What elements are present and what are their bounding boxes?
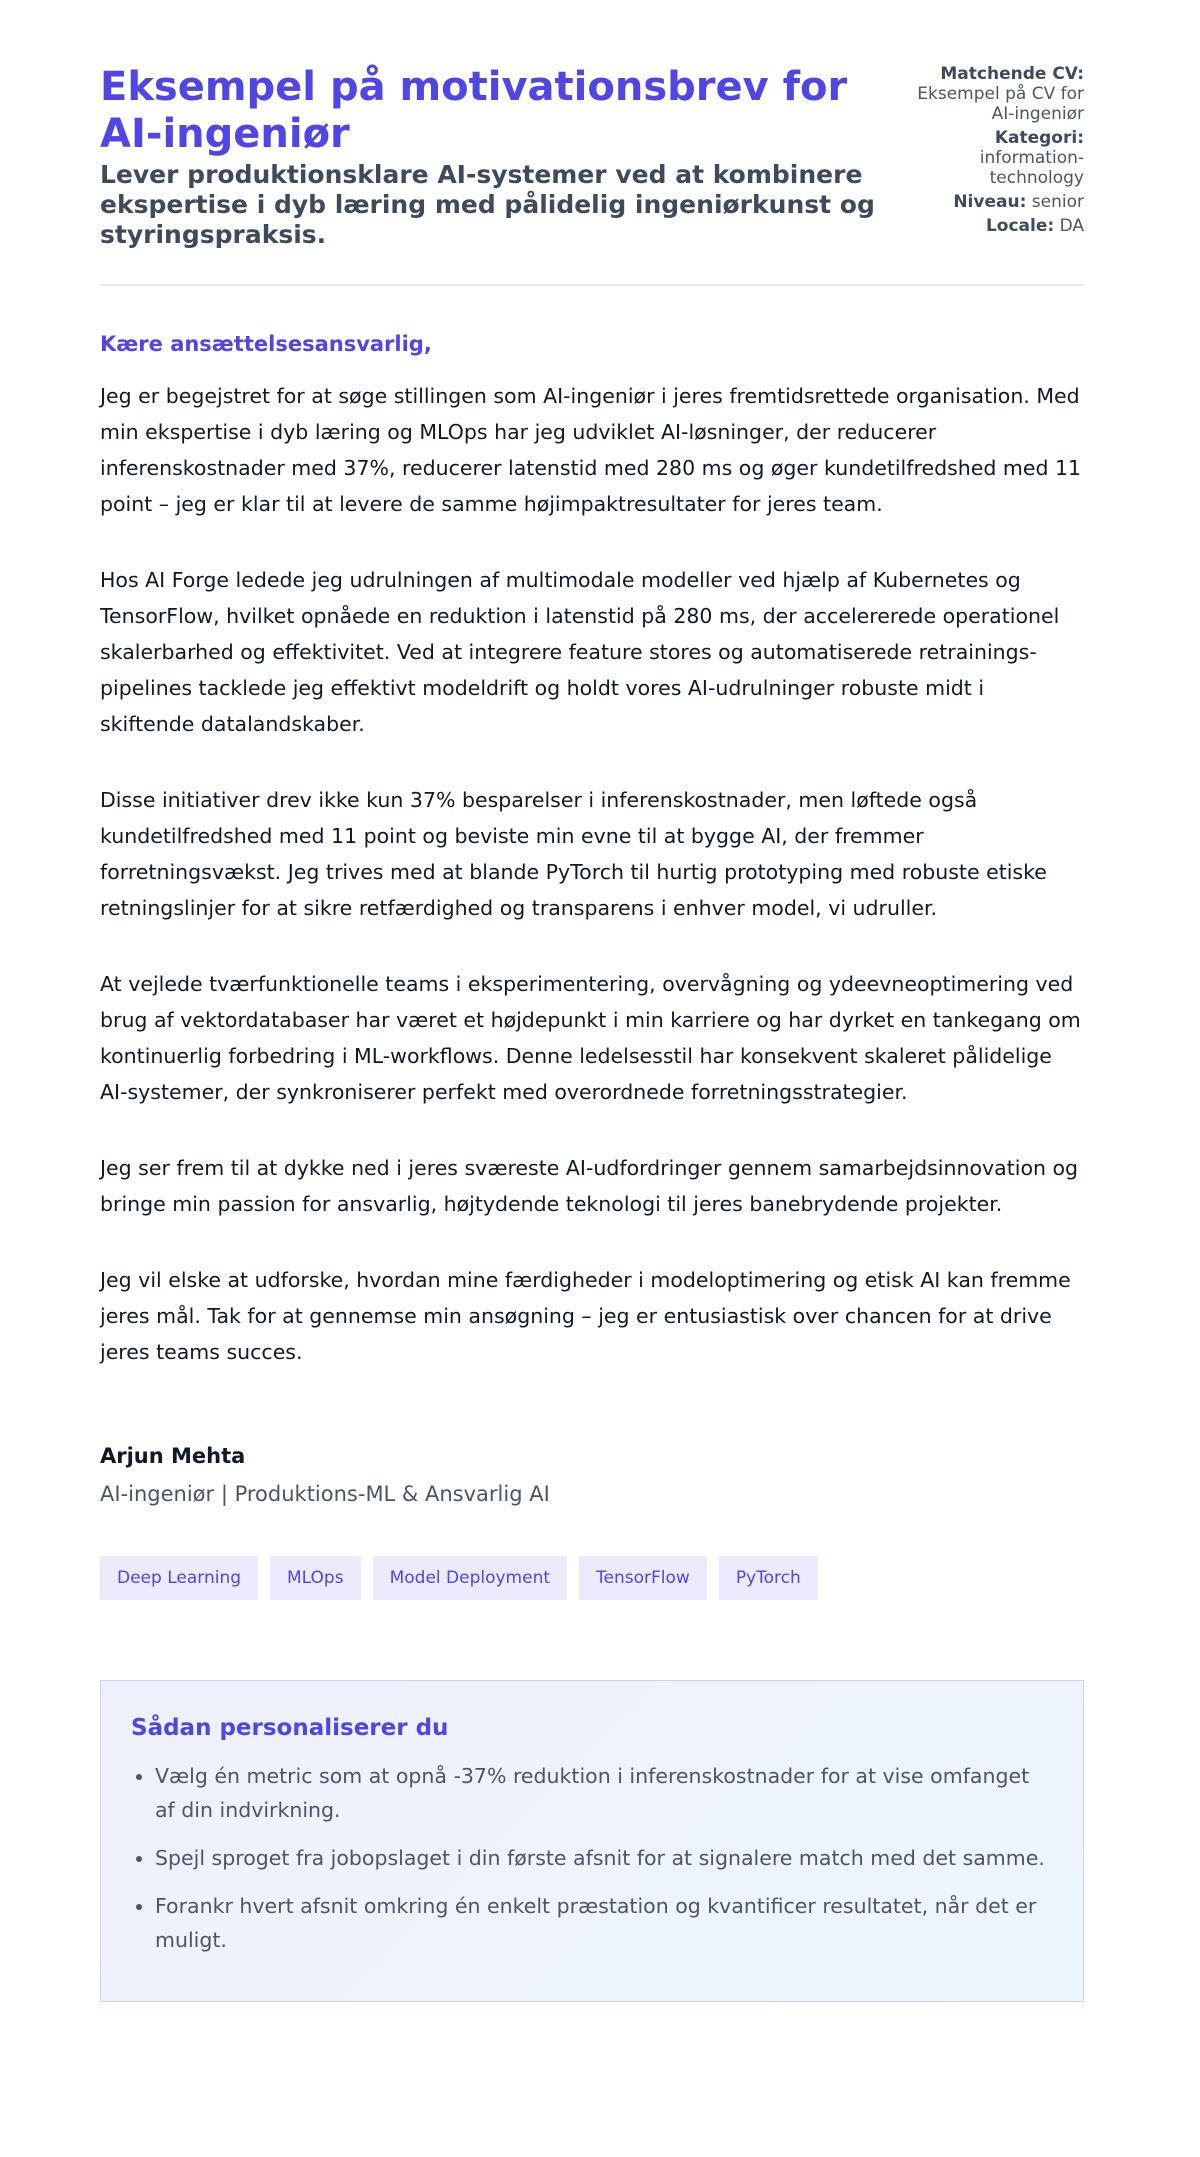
letter-paragraph: Jeg vil elske at udforske, hvordan mine færdigheder i modeloptimering og etisk AI kan fremme jeres mål. Tak for at gennemse min ansøgning – jeg er entusiastisk over chancen for at drive jeres teams succes. (100, 1268, 1071, 1364)
tips-list (131, 1759, 1053, 1957)
meta-info (904, 64, 1084, 240)
personalization-tips (100, 1680, 1084, 2002)
cover-letter-page (100, 0, 1084, 2002)
page-title: Eksempel på motivationsbrev for AI-ingeniør (100, 64, 848, 157)
tips-heading: Sådan personaliserer du (131, 1715, 449, 1741)
skill-tag: PyTorch (719, 1556, 818, 1600)
meta-cv (904, 64, 1084, 124)
skill-tag: TensorFlow (579, 1556, 707, 1600)
tip-item: • Vælg én metric som at opnå -37% reduktion i inferenskostnader for at vise omfanget af din indvirkning. (155, 1759, 1053, 1827)
skill-tag: Deep Learning (100, 1556, 258, 1600)
meta-category-label: Kategori: (994, 128, 1084, 148)
meta-category (904, 128, 1084, 188)
letter-paragraph: Jeg er begejstret for at søge stillingen som AI-ingeniør i jeres fremtidsrettede organisation. Med min ekspertise i dyb læring og MLOps har jeg udviklet AI-løsninger, der reducerer inferenskostnader med 37%, reducerer latenstid med 280 ms og øger kundetilfredshed med 11 point – jeg er klar til at levere de samme højimpaktresultater for jeres team. (100, 384, 1082, 516)
meta-level-label: Niveau: (953, 192, 1027, 212)
signature-title: AI-ingeniør | Produktions-ML & Ansvarlig AI (100, 1482, 550, 1506)
letter-paragraph: Disse initiativer drev ikke kun 37% besparelser i inferenskostnader, men løftede også kundetilfredshed med 11 point og beviste min evne til at bygge AI, der fremmer forretningsvækst. Jeg trives med at blande PyTorch til hurtig prototyping med robuste etiske retningslinjer for at sikre retfærdighed og transparens i enhver model, vi udruller. (100, 788, 1047, 920)
greeting: Kære ansættelsesansvarlig, (100, 332, 432, 356)
meta-locale-label: Locale: (985, 216, 1055, 236)
signature-name: Arjun Mehta (100, 1444, 246, 1468)
meta-level (904, 192, 1084, 212)
letter-paragraph: At vejlede tværfunktionelle teams i eksperimentering, overvågning og ydeevneoptimering ved brug af vektordatabaser har været et højdepunkt i min karriere og har dyrket en tankegang om kontinuerlig forbedring i ML-workflows. Denne ledelsesstil har konsekvent skaleret pålidelige AI-systemer, der synkroniserer perfekt med overordnede forretningsstrategier. (100, 972, 1081, 1104)
letter-paragraph: Hos AI Forge ledede jeg udrulningen af multimodale modeller ved hjælp af Kubernetes og TensorFlow, hvilket opnåede en reduktion i latenstid på 280 ms, der accelererede operationel skalerbarhed og effektivitet. Ved at integrere feature stores og automatiserede retrainings-pipelines tacklede jeg effektivt modeldrift og holdt vores AI-udrulninger robuste midt i skiftende datalandskaber. (100, 568, 1060, 736)
tip-item: • Forankr hvert afsnit omkring én enkelt præstation og kvantificer resultatet, når det er muligt. (155, 1889, 1053, 1957)
page-subtitle: Lever produktionsklare AI-systemer ved at kombinere ekspertise i dyb læring med pålidelig ingeniørkunst og styringspraksis. (100, 160, 875, 249)
tip-item: • Spejl sproget fra jobopslaget i din første afsnit for at signalere match med det samme. (155, 1841, 1053, 1875)
meta-cv-value: Eksempel på CV for AI-ingeniør (917, 84, 1084, 124)
skill-tag: Model Deployment (373, 1556, 567, 1600)
skill-tags (100, 1556, 1084, 1600)
meta-level-value: senior (1031, 192, 1084, 212)
title-block (100, 64, 880, 250)
meta-category-value: information-technology (979, 148, 1084, 188)
meta-cv-label: Matchende CV: (940, 64, 1084, 84)
meta-locale-value: DA (1059, 216, 1084, 236)
page-header (100, 64, 1084, 286)
meta-locale (904, 216, 1084, 236)
skill-tag: MLOps (270, 1556, 361, 1600)
letter-paragraph: Jeg ser frem til at dykke ned i jeres sværeste AI-udfordringer gennem samarbejdsinnovation og bringe min passion for ansvarlig, højtydende teknologi til jeres banebrydende projekter. (100, 1156, 1079, 1216)
